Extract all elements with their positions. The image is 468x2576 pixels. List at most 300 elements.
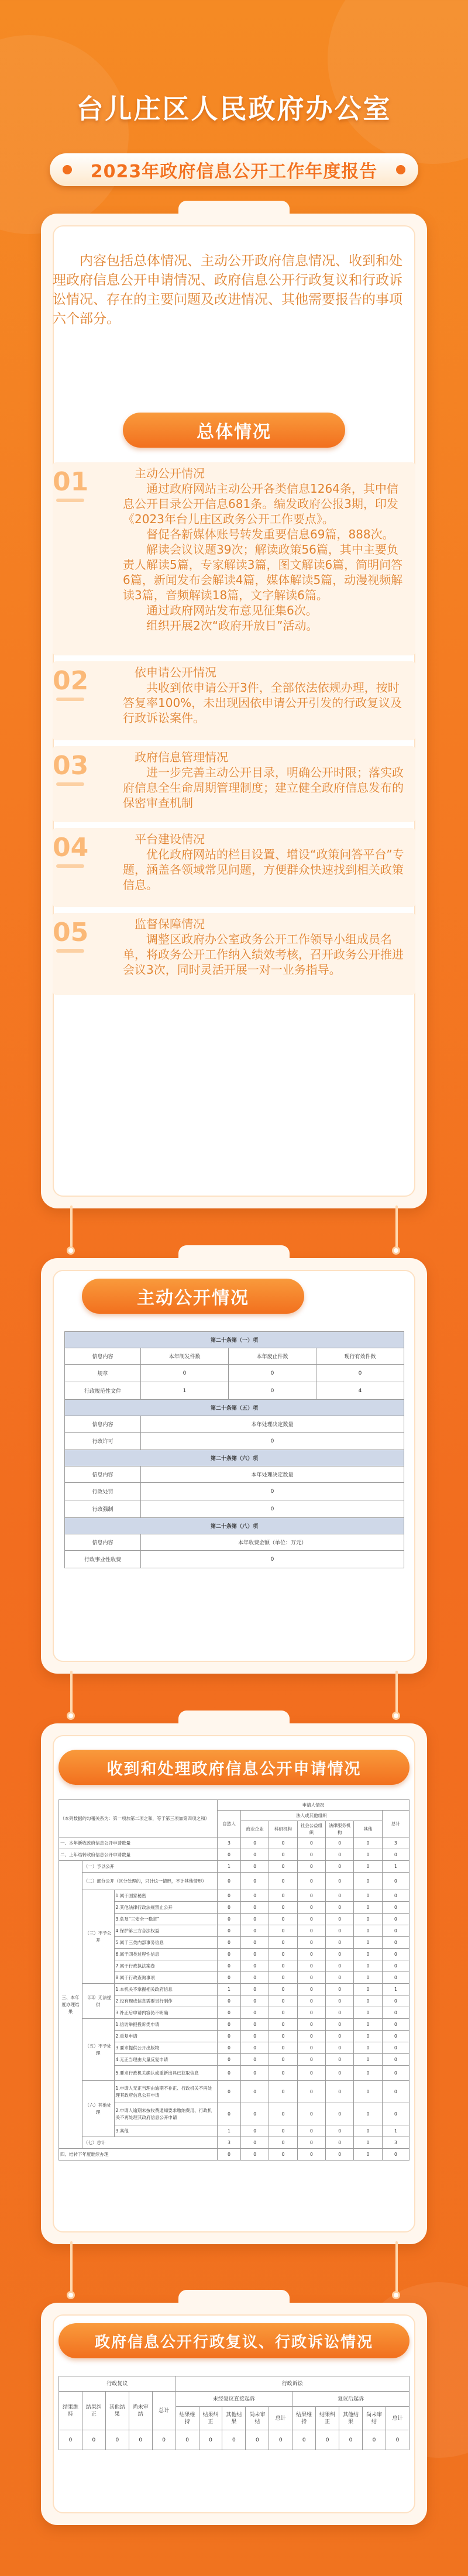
table-cell: 0 — [269, 1837, 297, 1849]
dot-icon — [396, 165, 405, 174]
table-cell: 0 — [326, 1861, 354, 1873]
table-cell: 0 — [382, 2019, 409, 2031]
table-cell: 0 — [269, 1873, 297, 1890]
table-cell: 0 — [382, 1873, 409, 1890]
table-cell: 0 — [241, 1925, 269, 1937]
table-cell: 0 — [218, 2066, 241, 2081]
table-row-label: 8.属于行政查询事项 — [114, 1972, 218, 1984]
table-cell: 0 — [218, 2042, 241, 2054]
table-row — [65, 1551, 404, 1568]
table-cell: 0 — [241, 1972, 269, 1984]
table-cell: 0 — [354, 1925, 382, 1937]
table-row — [59, 2392, 410, 2407]
overview-item — [53, 913, 415, 995]
table-cell: 0 — [141, 1365, 229, 1382]
table-cell: 0 — [297, 1890, 325, 1902]
table-row-label: 一、本年新收政府信息公开申请数量 — [59, 1837, 218, 1849]
table-cell: 0 — [382, 2149, 409, 2161]
requests-table — [58, 1799, 410, 2161]
table-row — [65, 1466, 404, 1483]
table-cell: 1 — [218, 2125, 241, 2137]
table-cell: 0 — [269, 2149, 297, 2161]
table-header-cell: 本年制发件数 — [141, 1348, 229, 1365]
table-cell: 0 — [297, 2019, 325, 2031]
table-header-cell: 总计 — [382, 1811, 409, 1837]
table-cell: 0 — [354, 1949, 382, 1960]
table-cell: 0 — [269, 2019, 297, 2031]
table-cell: 0 — [218, 1960, 241, 1972]
table-cell: 1 — [382, 1861, 409, 1873]
item-paragraph: 组织开展2次“政府开放日”活动。 — [146, 619, 318, 633]
connector-dot — [67, 1712, 75, 1720]
table-cell: 0 — [297, 1837, 325, 1849]
connector-line — [70, 2241, 73, 2297]
table-group-label: （五）不予处理 — [82, 2019, 114, 2081]
table-cell: 0 — [269, 1972, 297, 1984]
table-cell: 0 — [382, 1937, 409, 1949]
table-cell: 0 — [354, 1837, 382, 1849]
table-cell: 0 — [269, 2066, 297, 2081]
table-row-label: 6.属于四类过程性信息 — [114, 1949, 218, 1960]
table-row — [65, 1365, 404, 1382]
dot-icon — [63, 165, 72, 174]
table-cell: 0 — [382, 1849, 409, 1861]
table-cell: 0 — [141, 1500, 404, 1518]
table-cell: 0 — [269, 1995, 297, 2007]
table-cell: 0 — [354, 1902, 382, 1914]
table-cell: 0 — [241, 2019, 269, 2031]
table-cell: 0 — [218, 1925, 241, 1937]
table-cell: 0 — [382, 1960, 409, 1972]
table-cell: 0 — [297, 1914, 325, 1925]
table-cell: 0 — [382, 2066, 409, 2081]
table-cell: 0 — [297, 2054, 325, 2066]
table-header-cell: 信息内容 — [65, 1416, 141, 1433]
connector-dot — [392, 1712, 400, 1720]
table-header-cell: 本年收费金额（单位：万元） — [141, 1534, 404, 1551]
table-cell: 0 — [82, 2430, 105, 2450]
connector-line — [70, 1671, 73, 1718]
table-cell: 行政规范性文件 — [65, 1382, 141, 1400]
table-cell: 0 — [241, 2103, 269, 2125]
table-cell: 0 — [141, 1483, 404, 1500]
table-row — [59, 2019, 410, 2031]
table-cell: 0 — [382, 1949, 409, 1960]
table-cell: 0 — [326, 2066, 354, 2081]
table-cell: 0 — [218, 2031, 241, 2042]
table-row — [59, 1984, 410, 1995]
table-header-cell: 现行有效件数 — [316, 1348, 404, 1365]
table-cell: 0 — [269, 1925, 297, 1937]
section-badge-requests: 收到和处理政府信息公开申请情况 — [58, 1750, 410, 1785]
table-cell: 0 — [339, 2430, 363, 2450]
table-row — [59, 1890, 410, 1902]
table-cell: 0 — [297, 1995, 325, 2007]
table-cell: 0 — [241, 1902, 269, 1914]
table-header-cell: 其他结果 — [222, 2407, 246, 2430]
table-cell: 0 — [269, 2007, 297, 2019]
table-cell: 0 — [297, 2081, 325, 2103]
table-cell: 行政强制 — [65, 1500, 141, 1518]
table-cell: 0 — [241, 1949, 269, 1960]
table-row — [59, 1849, 410, 1861]
table-group-label: 三、本年度办理结果 — [59, 1861, 82, 2149]
item-paragraph: 通过政府网站主动公开各类信息1264条，其中信息公开目录公开信息681条。编发政府公报3期，印发《2023年台儿庄区政务公开工作要点》。 — [123, 482, 398, 526]
table-row — [65, 1332, 404, 1348]
table-cell: 0 — [269, 1902, 297, 1914]
table-cell: 0 — [382, 2031, 409, 2042]
table-cell: 0 — [326, 2149, 354, 2161]
table-cell: 0 — [354, 2066, 382, 2081]
table-header-cell: 商业企业 — [241, 1821, 269, 1837]
table-cell: 4 — [316, 1382, 404, 1400]
connector-dot — [392, 1246, 400, 1255]
table-row-label: 7.属于行政执法案卷 — [114, 1960, 218, 1972]
table-cell: 0 — [354, 1914, 382, 1925]
table-cell: 0 — [297, 2149, 325, 2161]
table-cell: 0 — [326, 2125, 354, 2137]
table-cell: 0 — [382, 2042, 409, 2054]
table-cell: 1 — [382, 2125, 409, 2137]
connector-line — [395, 1671, 398, 1718]
table-cell: 0 — [269, 2042, 297, 2054]
table-row — [59, 1873, 410, 1890]
connector-dot — [67, 2291, 75, 2299]
table-cell: 0 — [382, 1914, 409, 1925]
table-cell: 0 — [241, 1849, 269, 1861]
overview-item — [53, 828, 415, 907]
table-cell: 0 — [326, 2042, 354, 2054]
item-number-underline — [56, 949, 84, 953]
overview-item — [53, 462, 415, 655]
section-badge-active: 主动公开情况 — [82, 1279, 304, 1314]
table-cell: 行政许可 — [65, 1433, 141, 1450]
table-row — [65, 1416, 404, 1433]
table-row-label: 1.本机关不掌握相关政府信息 — [114, 1984, 218, 1995]
table-cell: 0 — [354, 1849, 382, 1861]
table-row — [65, 1400, 404, 1416]
item-paragraph: 优化政府网站的栏目设置、增设“政策问答平台”专题，涵盖各领域常见问题，方便群众快速找到相关政策信息。 — [123, 847, 404, 892]
item-paragraph: 调整区政府办公室政务公开工作领导小组成员名单，将政务公开工作纳入绩效考核，召开政务公开推进会议3次，同时灵活开展一对一业务指导。 — [123, 932, 404, 977]
table-cell: 0 — [354, 2019, 382, 2031]
table-cell: 0 — [316, 2430, 339, 2450]
table-cell: 0 — [326, 2103, 354, 2125]
table-cell: 0 — [297, 2137, 325, 2149]
table-row-label: 2.其他法律行政法规禁止公开 — [114, 1902, 218, 1914]
item-paragraph: 进一步完善主动公开目录，明确公开时限；落实政府信息全生命周期管理制度；建立健全政府信息发布的保密审查机制 — [123, 765, 404, 810]
table-cell: 0 — [297, 1984, 325, 1995]
table-cell: 0 — [297, 1902, 325, 1914]
item-paragraph: 解读会议议题39次；解读政策56篇，其中主要负责人解读5篇，专家解读3篇，图文解读6篇，简明问答6篇，新闻发布会解读4篇，媒体解读5篇，动漫视频解读3篇，音频解读18篇，文字解读6篇。 — [123, 542, 403, 602]
table-cell: 行政事业性收费 — [65, 1551, 141, 1568]
table-cell: 0 — [269, 2081, 297, 2103]
table-header-cell: 结果纠正 — [316, 2407, 339, 2430]
table-cell: 0 — [354, 1995, 382, 2007]
table-row-label: （七）总计 — [82, 2137, 217, 2149]
item-heading: 监督保障情况 — [135, 917, 205, 931]
table-cell: 0 — [152, 2430, 176, 2450]
table-header-note: （本列数据的勾稽关系为：第一项加第二项之和，等于第三项加第四项之和） — [59, 1800, 218, 1837]
active-table — [64, 1331, 404, 1568]
table-cell: 0 — [382, 2103, 409, 2125]
table-cell: 0 — [218, 2103, 241, 2125]
table-cell: 0 — [241, 2054, 269, 2066]
table-cell: 0 — [218, 2081, 241, 2103]
table-cell: 1 — [382, 1984, 409, 1995]
table-cell: 0 — [218, 2054, 241, 2066]
table-header-cell: 总计 — [386, 2407, 409, 2430]
intro-paragraph: 内容包括总体情况、主动公开政府信息情况、收到和处理政府信息公开申请情况、政府信息公开行政复议和行政诉讼情况、存在的主要问题及改进情况、其他需要报告的事项六个部分。 — [53, 253, 402, 327]
connector-line — [395, 2241, 398, 2297]
table-cell: 0 — [297, 1972, 325, 1984]
bg-circle — [328, 0, 468, 164]
table-cell: 0 — [241, 2007, 269, 2019]
table-cell: 0 — [141, 1551, 404, 1568]
table-cell: 0 — [269, 1890, 297, 1902]
table-cell: 0 — [382, 2081, 409, 2103]
table-cell: 3 — [218, 2137, 241, 2149]
table-row-label: （二）部分公开（区分处理的，只计这一情形，不计其他情形） — [82, 1873, 217, 1890]
table-cell: 0 — [297, 1849, 325, 1861]
item-heading: 依申请公开情况 — [135, 665, 216, 679]
table-cell: 0 — [326, 1873, 354, 1890]
table-cell: 0 — [354, 1960, 382, 1972]
table-cell: 0 — [269, 1960, 297, 1972]
table-cell: 0 — [326, 1937, 354, 1949]
connector-dot — [392, 2291, 400, 2299]
item-paragraph: 通过政府网站发布意见征集6次。 — [146, 603, 318, 617]
table-header-cell: 自然人 — [218, 1811, 241, 1837]
table-header-cell: 本年处理决定数量 — [141, 1466, 404, 1483]
table-section-title: 第二十条第（八）项 — [65, 1518, 404, 1534]
table-cell: 0 — [354, 1890, 382, 1902]
item-body — [123, 750, 410, 810]
table-cell: 0 — [218, 1873, 241, 1890]
table-cell: 0 — [326, 1972, 354, 1984]
table-cell: 0 — [382, 1972, 409, 1984]
table-cell: 0 — [326, 1914, 354, 1925]
table-cell: 0 — [241, 2066, 269, 2081]
table-row — [65, 1500, 404, 1518]
item-heading: 主动公开情况 — [135, 466, 205, 480]
table-row-label: 2.重复申请 — [114, 2031, 218, 2042]
table-cell: 0 — [222, 2430, 246, 2450]
table-cell: 0 — [297, 2103, 325, 2125]
table-cell: 0 — [354, 2031, 382, 2042]
table-cell: 0 — [246, 2430, 269, 2450]
table-cell: 0 — [386, 2430, 409, 2450]
table-cell: 0 — [269, 2103, 297, 2125]
table-cell: 3 — [382, 2137, 409, 2149]
table-cell: 0 — [326, 1849, 354, 1861]
table-cell: 0 — [59, 2430, 82, 2450]
table-row — [65, 1534, 404, 1551]
table-cell: 0 — [269, 1861, 297, 1873]
table-cell: 0 — [297, 2042, 325, 2054]
table-header-cell: 尚未审结 — [129, 2392, 152, 2430]
card-tab — [178, 1711, 290, 1723]
table-cell: 0 — [218, 1849, 241, 1861]
table-section-title: 第二十条第（一）项 — [65, 1332, 404, 1348]
table-cell: 0 — [297, 1873, 325, 1890]
page-title: 台儿庄区人民政府办公室 — [76, 93, 392, 125]
item-number: 02 — [53, 666, 89, 696]
table-row-label: 3.其他 — [114, 2125, 218, 2137]
table-cell: 0 — [218, 1890, 241, 1902]
table-row — [59, 1861, 410, 1873]
table-row-label: 5.属于三类内部事务信息 — [114, 1937, 218, 1949]
table-row — [65, 1518, 404, 1534]
table-header-cell: 科研机构 — [269, 1821, 297, 1837]
table-row — [65, 1450, 404, 1466]
table-cell: 0 — [326, 2007, 354, 2019]
table-cell: 0 — [297, 1861, 325, 1873]
overview-item — [53, 661, 415, 740]
card-tab — [178, 1245, 290, 1258]
table-cell: 0 — [241, 1890, 269, 1902]
table-cell: 0 — [354, 1972, 382, 1984]
connector-dot — [67, 1246, 75, 1255]
table-cell: 0 — [269, 2054, 297, 2066]
table-cell: 0 — [241, 2125, 269, 2137]
table-cell: 0 — [218, 1949, 241, 1960]
table-cell: 0 — [218, 1914, 241, 1925]
table-cell: 0 — [269, 1914, 297, 1925]
table-cell: 0 — [129, 2430, 152, 2450]
item-number: 04 — [53, 833, 89, 863]
table-cell: 0 — [241, 1837, 269, 1849]
card-tab — [178, 2290, 290, 2303]
table-cell: 0 — [382, 2054, 409, 2066]
table-cell: 0 — [354, 2103, 382, 2125]
table-header-cell: 结果维持 — [59, 2392, 82, 2430]
table-cell: 0 — [269, 1937, 297, 1949]
table-cell: 0 — [326, 1890, 354, 1902]
table-cell: 0 — [269, 2125, 297, 2137]
table-cell: 0 — [241, 2149, 269, 2161]
table-section-title: 第二十条第（六）项 — [65, 1450, 404, 1466]
table-cell: 0 — [354, 2042, 382, 2054]
table-section-title: 第二十条第（五）项 — [65, 1400, 404, 1416]
table-group-label: （四）无法提供 — [82, 1984, 114, 2019]
item-body — [123, 466, 410, 633]
table-cell: 3 — [382, 1837, 409, 1849]
table-cell: 0 — [269, 1949, 297, 1960]
table-row — [59, 1837, 410, 1849]
table-cell: 0 — [241, 2137, 269, 2149]
card-tab — [178, 201, 290, 214]
table-cell: 0 — [382, 1995, 409, 2007]
item-number: 05 — [53, 918, 89, 947]
table-header-cell: 其他结果 — [339, 2407, 363, 2430]
table-row-label: 1.信访举报投诉类申请 — [114, 2019, 218, 2031]
table-row-label: 二、上年结转政府信息公开申请数量 — [59, 1849, 218, 1861]
table-cell: 0 — [176, 2430, 199, 2450]
table-header-cell: 信息内容 — [65, 1466, 141, 1483]
table-header-cell: 结果维持 — [176, 2407, 199, 2430]
table-cell: 0 — [199, 2430, 222, 2450]
table-row-label: 3.要求提供公开出版物 — [114, 2042, 218, 2054]
table-cell: 0 — [241, 1995, 269, 2007]
item-number-underline — [56, 499, 84, 502]
table-row-label: 3.危及“三安全一稳定” — [114, 1914, 218, 1925]
table-cell: 0 — [326, 2019, 354, 2031]
table-cell: 0 — [218, 2019, 241, 2031]
table-header-cell: 法律服务机构 — [326, 1821, 354, 1837]
table-cell: 0 — [297, 2007, 325, 2019]
table-row — [65, 1348, 404, 1365]
table-cell: 0 — [354, 2054, 382, 2066]
subtitle-text: 2023年政府信息公开工作年度报告 — [50, 153, 418, 186]
table-row — [65, 1382, 404, 1400]
item-paragraph: 督促各新媒体账号转发重要信息69篇，888次。 — [146, 527, 394, 541]
table-header-cell: 其他结果 — [105, 2392, 129, 2430]
table-cell: 0 — [241, 1873, 269, 1890]
connector-line — [70, 1205, 73, 1252]
table-cell: 0 — [297, 2066, 325, 2081]
table-cell: 0 — [382, 1890, 409, 1902]
connector-line — [395, 1205, 398, 1252]
table-cell: 0 — [297, 1925, 325, 1937]
table-cell: 0 — [292, 2430, 316, 2450]
table-cell: 0 — [241, 1861, 269, 1873]
table-cell: 0 — [354, 1861, 382, 1873]
item-number-underline — [56, 864, 84, 868]
table-cell: 0 — [105, 2430, 129, 2450]
table-cell: 0 — [354, 1937, 382, 1949]
table-header-cell: 申请人情况 — [218, 1800, 410, 1811]
table-header-cell: 结果维持 — [292, 2407, 316, 2430]
table-cell: 0 — [354, 2149, 382, 2161]
table-cell: 0 — [297, 1949, 325, 1960]
table-cell: 0 — [354, 2081, 382, 2103]
table-cell: 0 — [354, 1984, 382, 1995]
table-cell: 0 — [241, 1937, 269, 1949]
table-row-label: 1.属于国家秘密 — [114, 1890, 218, 1902]
table-cell: 0 — [218, 2007, 241, 2019]
table-cell: 0 — [326, 2081, 354, 2103]
table-cell: 1 — [218, 1984, 241, 1995]
table-header-cell: 结果纠正 — [199, 2407, 222, 2430]
table-cell: 0 — [326, 1984, 354, 1995]
table-row-label: 2.没有现成信息需要另行制作 — [114, 1995, 218, 2007]
table-row — [59, 2430, 410, 2450]
table-cell: 0 — [297, 1937, 325, 1949]
table-cell: 0 — [354, 2137, 382, 2149]
table-header-cell: 行政诉讼 — [176, 2376, 409, 2392]
table-row — [65, 1483, 404, 1500]
table-cell: 0 — [382, 1925, 409, 1937]
section-badge-review: 政府信息公开行政复议、行政诉讼情况 — [58, 2323, 410, 2358]
item-body — [123, 665, 410, 726]
table-cell: 0 — [362, 2430, 386, 2450]
table-cell: 1 — [218, 1861, 241, 1873]
table-header-cell: 其他 — [354, 1821, 382, 1837]
table-cell: 0 — [382, 2007, 409, 2019]
table-row-label: 4.保护第三方合法权益 — [114, 1925, 218, 1937]
table-cell: 0 — [241, 1914, 269, 1925]
table-header-cell: 本年废止件数 — [229, 1348, 316, 1365]
table-cell: 0 — [297, 1960, 325, 1972]
table-header-cell: 本年处理决定数量 — [141, 1416, 404, 1433]
table-cell: 0 — [218, 1902, 241, 1914]
item-body — [123, 916, 410, 977]
table-header-cell: 复议后起诉 — [292, 2392, 410, 2407]
subtitle-banner — [50, 153, 418, 186]
table-cell: 0 — [218, 1995, 241, 2007]
table-cell: 0 — [241, 1960, 269, 1972]
table-group-label: （六）其他处理 — [82, 2081, 114, 2137]
